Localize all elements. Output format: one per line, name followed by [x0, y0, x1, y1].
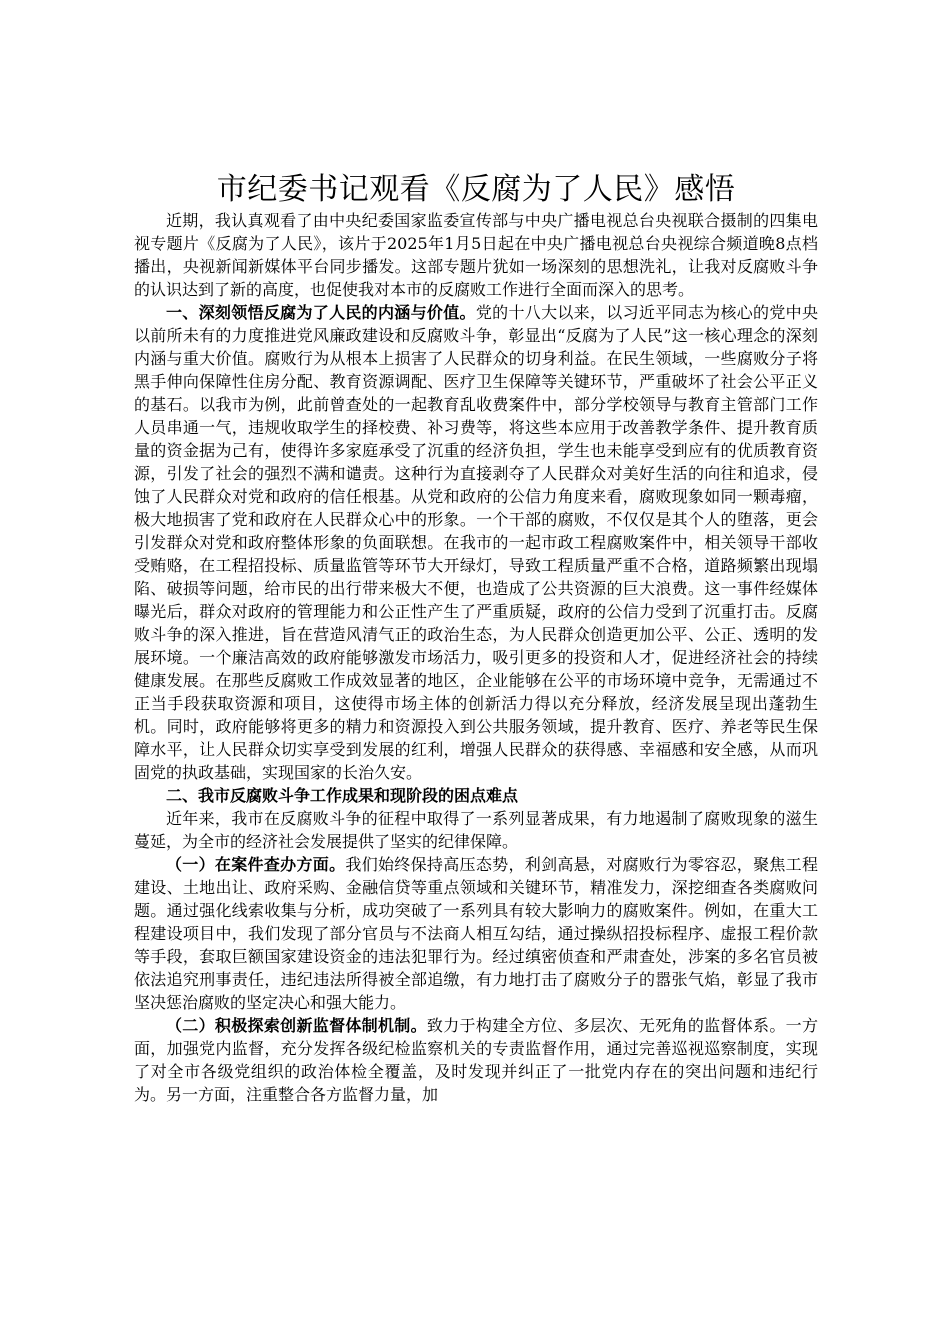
- section1-text: 党的十八大以来，以习近平同志为核心的党中央以前所未有的力度推进党风廉政建设和反腐败斗争，彰显出“反腐为了人民”这一核心理念的深刻内涵与重大价值。腐败行为从根本上损害了人民群众的切身利益。在民生领域，一些腐败分子将黑手伸向保障性住房分配、教育资源调配、医疗卫生保障等关键环节，严重破坏了社会公平正义的基石。以我市为例，此前曾查处的一起教育乱收费案件中，部分学校领导与教育主管部门工作人员串通一气，违规收取学生的择校费、补习费等，将这些本应用于改善教学条件、提升教育质量的资金据为己有，使得许多家庭承受了沉重的经济负担，学生也未能享受到应有的优质教育资源，引发了社会的强烈不满和谴责。这种行为直接剥夺了人民群众对美好生活的向往和追求，侵蚀了人民群众对党和政府的信任根基。从党和政府的公信力角度来看，腐败现象如同一颗毒瘤，极大地损害了党和政府在人民群众心中的形象。一个干部的腐败，不仅仅是其个人的堕落，更会引发群众对党和政府整体形象的负面联想。在我市的一起市政工程腐败案件中，相关领导干部收受贿赂，在工程招投标、质量监管等环节大开绿灯，导致工程质量严重不合格，道路频繁出现塌陷、破损等问题，给市民的出行带来极大不便，也造成了公共资源的巨大浪费。这一事件经媒体曝光后，群众对政府的管理能力和公正性产生了严重质疑，政府的公信力受到了沉重打击。反腐败斗争的深入推进，旨在营造风清气正的政治生态，为人民群众创造更加公平、公正、透明的发展环境。一个廉洁高效的政府能够激发市场活力，吸引更多的投资和人才，促进经济社会的持续健康发展。在那些反腐败工作成效显著的地区，企业能够在公平的市场环境中竞争，无需通过不正当手段获取资源和项目，这使得市场主体的创新活力得以充分释放，经济发展呈现出蓬勃生机。同时，政府能够将更多的精力和资源投入到公共服务领域，提升教育、医疗、养老等民生保障水平，让人民群众切实享受到发展的红利，增强人民群众的获得感、幸福感和安全感，从而巩固党的执政基础，实现国家的长治久安。: [134, 303, 818, 782]
- intro-paragraph: 近期，我认真观看了由中央纪委国家监委宣传部与中央广播电视总台央视联合摄制的四集电视专题片《反腐为了人民》，该片于2025年1月5日起在中央广播电视总台央视综合频道晚8点档播出，央视新闻新媒体平台同步播发。这部专题片犹如一场深刻的思想洗礼，让我对反腐败斗争的认识达到了新的高度，也促使我对本市的反腐败工作进行全面而深入的思考。: [134, 211, 818, 299]
- section2-intro-paragraph: 近年来，我市在反腐败斗争的征程中取得了一系列显著成果，有力地遏制了腐败现象的滋生蔓延，为全市的经济社会发展提供了坚实的纪律保障。: [134, 809, 818, 851]
- subsection2-text: 致力于构建全方位、多层次、无死角的监督体系。一方面，加强党内监督，充分发挥各级纪检监察机关的专责监督作用，通过完善巡视巡察制度，实现了对全市各级党组织的政治体检全覆盖，及时发现并纠正了一批党内存在的突出问题和违纪行为。另一方面，注重整合各方监督力量，加: [134, 1016, 818, 1104]
- section1-heading: 一、深刻领悟反腐为了人民的内涵与价值。: [166, 303, 476, 322]
- subsection2-paragraph: [134, 1014, 818, 1106]
- section1-paragraph: [134, 301, 818, 784]
- subsection2-heading: （二）积极探索创新监督体制机制。: [166, 1016, 427, 1035]
- section2-heading: 二、我市反腐败斗争工作成果和现阶段的困点难点: [166, 786, 519, 805]
- document-title: 市纪委书记观看《反腐为了人民》感悟: [216, 172, 736, 207]
- subsection1-text: 我们始终保持高压态势，利剑高悬，对腐败行为零容忍，聚焦工程建设、土地出让、政府采购、金融信贷等重点领域和关键环节，精准发力，深挖细查各类腐败问题。通过强化线索收集与分析，成功突破了一系列具有较大影响力的腐败案件。例如，在重大工程建设项目中，我们发现了部分官员与不法商人相互勾结，通过操纵招投标程序、虚报工程价款等手段，套取巨额国家建设资金的违法犯罪行为。经过缜密侦查和严肃查处，涉案的多名官员被依法追究刑事责任，违纪违法所得被全部追缴，有力地打击了腐败分子的嚣张气焰，彰显了我市坚决惩治腐败的坚定决心和强大能力。: [134, 855, 818, 1012]
- subsection1-paragraph: [134, 853, 818, 1014]
- subsection1-heading: （一）在案件查办方面。: [166, 855, 346, 874]
- document-page: [134, 172, 818, 1106]
